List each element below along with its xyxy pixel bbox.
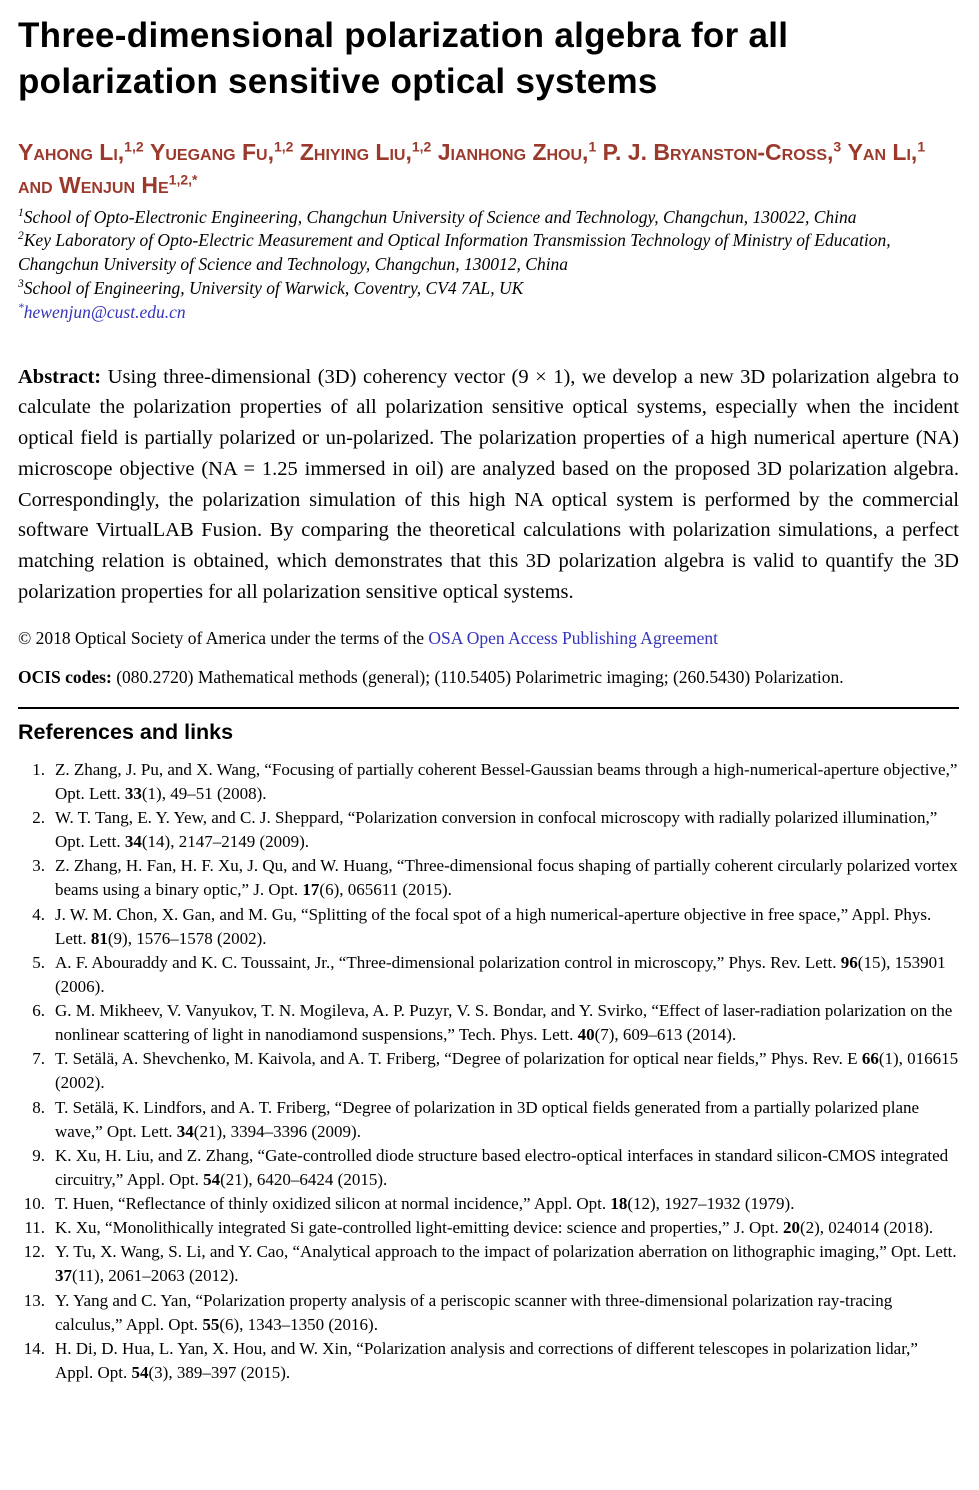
reference-text-post: (21), 3394–3396 (2009). — [193, 1121, 361, 1141]
reference-number: 12. — [23, 1242, 45, 1262]
reference-volume: 20 — [782, 1218, 800, 1238]
paper-title: Three-dimensional polarization algebra for all polarization sensitive optical systems — [18, 16, 789, 102]
reference-text-pre: A. F. Abouraddy and K. C. Toussaint, Jr., “Three-dimensional polarization control in microscopy,” Phys. Rev. Lett. — [55, 952, 841, 972]
affiliation-superscript: 2 — [18, 230, 24, 243]
author-name: Yan Li, — [847, 139, 918, 166]
reference-number: 11. — [24, 1218, 45, 1238]
email-link[interactable]: hewenjun@cust.edu.cn — [23, 301, 186, 322]
reference-text-pre: T. Huen, “Reflectance of thinly oxidized silicon at normal incidence,” Appl. Opt. — [55, 1194, 611, 1214]
affiliation-list — [18, 206, 959, 301]
reference-text-pre: K. Xu, H. Liu, and Z. Zhang, “Gate-controlled diode structure based electro-optical interfaces in standard silicon-CMOS integrated circuitry,” Appl. Opt. — [55, 1145, 949, 1189]
author-superscript: 1,2 — [273, 138, 294, 155]
reference-text-post: (15), 153901 (2006). — [55, 952, 946, 996]
author-name: Jianhong Zhou, — [437, 139, 589, 166]
reference-text-pre: H. Di, D. Hua, L. Yan, X. Hou, and W. Xin, “Polarization analysis and corrections of different telescopes in polarization lidar,” Appl. Opt. — [55, 1338, 918, 1382]
reference-volume: 66 — [861, 1049, 879, 1069]
affiliation-text: School of Opto-Electronic Engineering, Changchun University of Science and Technology, Changchun, 130022, China — [23, 206, 857, 227]
reference-text-pre: Z. Zhang, H. Fan, H. F. Xu, J. Qu, and W. Huang, “Three-dimensional focus shaping of partially coherent circularly polarized vortex beams using a binary optic,” J. Opt. — [55, 856, 958, 900]
reference-item — [18, 1192, 959, 1216]
reference-number: 14. — [23, 1338, 45, 1358]
reference-text-post: (14), 2147–2149 (2009). — [141, 832, 310, 852]
reference-number: 4. — [32, 904, 45, 924]
reference-item — [18, 854, 959, 902]
reference-number: 1. — [32, 759, 45, 779]
reference-volume: 40 — [577, 1025, 595, 1045]
email-superscript: * — [18, 302, 24, 315]
reference-item — [18, 1096, 959, 1144]
reference-text-post: (9), 1576–1578 (2002). — [107, 928, 267, 948]
reference-item — [18, 1337, 959, 1385]
reference-volume: 37 — [55, 1266, 72, 1286]
reference-text-post: (1), 49–51 (2008). — [141, 783, 267, 803]
reference-text-post: (11), 2061–2063 (2012). — [72, 1266, 239, 1286]
reference-text-pre: T. Setälä, A. Shevchenko, M. Kaivola, and A. T. Friberg, “Degree of polarization for optical near fields,” Phys. Rev. E — [55, 1049, 862, 1069]
reference-list — [18, 758, 959, 1385]
author-superscript: 1 — [588, 138, 597, 155]
reference-number: 7. — [32, 1049, 45, 1069]
references-heading: References and links — [18, 719, 234, 744]
abstract-text: Using three-dimensional (3D) coherency vector (9 × 1), we develop a new 3D polarization algebra to calculate the polarization properties of all polarization sensitive optical systems, especially when the incident optical field is partially polarized or un-polarized. The polarization properties of a high numerical aperture (NA) microscope objective (NA = 1.25 immersed in oil) are analyzed based on the proposed 3D polarization algebra. Correspondingly, the polarization simulation of this high NA optical system is performed by the commercial software VirtualLAB Fusion. By comparing the theoretical calculations with polarization simulations, a perfect matching relation is obtained, which demonstrates that this 3D polarization algebra is valid to quantify the 3D polarization properties for all polarization sensitive optical systems. — [18, 365, 960, 603]
affiliation-superscript: 1 — [18, 206, 24, 219]
author-name: P. J. Bryanston-Cross, — [602, 139, 834, 166]
author-superscript: 1,2,* — [168, 171, 198, 188]
reference-volume: 96 — [840, 952, 858, 972]
osa-agreement-link[interactable]: OSA Open Access Publishing Agreement — [428, 627, 719, 648]
affiliation — [18, 277, 959, 301]
reference-text-post: (6), 1343–1350 (2016). — [219, 1314, 378, 1334]
email-line — [18, 301, 959, 325]
reference-item — [18, 1289, 959, 1337]
affiliation-text: Key Laboratory of Opto-Electric Measurement and Optical Information Transmission Technology of Ministry of Education, Changchun University of Science and Technology, Changchun, 130012, China — [18, 230, 891, 275]
reference-item — [18, 758, 959, 806]
reference-number: 5. — [32, 952, 45, 972]
copyright-line — [18, 627, 959, 651]
reference-item — [18, 1240, 959, 1288]
reference-item — [18, 951, 959, 999]
reference-number: 2. — [32, 808, 45, 828]
reference-text-pre: Z. Zhang, J. Pu, and X. Wang, “Focusing of partially coherent Bessel-Gaussian beams through a high-numerical-aperture objective,” Opt. Lett. — [55, 759, 958, 803]
ocis-text: (080.2720) Mathematical methods (general); (110.5405) Polarimetric imaging; (260.5430) Polarization. — [116, 667, 844, 688]
reference-text-post: (7), 609–613 (2014). — [594, 1025, 737, 1045]
author-name: Zhiying Liu, — [299, 139, 412, 166]
reference-text-post: (2), 024014 (2018). — [799, 1218, 934, 1238]
reference-volume: 81 — [90, 928, 108, 948]
reference-text-post: (12), 1927–1932 (1979). — [627, 1194, 795, 1214]
affiliation — [18, 206, 959, 230]
reference-item — [18, 999, 959, 1047]
reference-volume: 54 — [203, 1169, 221, 1189]
reference-volume: 34 — [176, 1121, 194, 1141]
reference-item — [18, 1047, 959, 1095]
reference-volume: 18 — [610, 1194, 628, 1214]
reference-text-pre: K. Xu, “Monolithically integrated Si gate-controlled light-emitting device: science and properties,” J. Opt. — [55, 1218, 783, 1238]
copyright-text: © 2018 Optical Society of America under the terms of the — [18, 627, 429, 648]
author-superscript: 1,2 — [124, 138, 144, 155]
reference-volume: 17 — [302, 880, 320, 900]
reference-volume: 33 — [124, 783, 142, 803]
reference-number: 3. — [32, 856, 45, 876]
author-name: Yuegang Fu, — [150, 139, 274, 166]
reference-text-pre: G. M. Mikheev, V. Vanyukov, T. N. Mogileva, A. P. Puzyr, V. S. Bondar, and Y. Svirko, “Effect of laser-radiation polarization on the nonlinear scattering of light in nanodiamond suspensions,” Tech. Phys. Lett. — [55, 1001, 953, 1045]
reference-item — [18, 806, 959, 854]
ocis-label: OCIS codes: — [18, 667, 112, 688]
author-superscript: 3 — [833, 138, 842, 155]
ocis-codes — [18, 665, 959, 690]
reference-text-post: (21), 6420–6424 (2015). — [220, 1169, 388, 1189]
reference-volume: 54 — [131, 1362, 149, 1382]
author-name: and Wenjun He — [18, 172, 169, 199]
reference-text-pre: Y. Yang and C. Yan, “Polarization property analysis of a periscopic scanner with three-dimensional polarization ray-tracing calculus,” Appl. Opt. — [55, 1290, 893, 1334]
reference-item — [18, 1144, 959, 1192]
reference-text-post: (6), 065611 (2015). — [319, 880, 452, 900]
reference-text-pre: J. W. M. Chon, X. Gan, and M. Gu, “Splitting of the focal spot of a high numerical-aperture objective in free space,” Appl. Phys. Lett. — [55, 904, 932, 948]
reference-number: 10. — [23, 1194, 45, 1214]
reference-item — [18, 903, 959, 951]
reference-number: 6. — [32, 1001, 45, 1021]
reference-text-pre: T. Setälä, K. Lindfors, and A. T. Friberg, “Degree of polarization in 3D optical fields generated from a partially polarized plane wave,” Opt. Lett. — [55, 1097, 920, 1141]
reference-text-pre: W. T. Tang, E. Y. Yew, and C. J. Sheppard, “Polarization conversion in confocal microscopy with radially polarized illumination,” Opt. Lett. — [55, 808, 938, 852]
affiliation-text: School of Engineering, University of Warwick, Coventry, CV4 7AL, UK — [23, 278, 524, 299]
reference-number: 9. — [32, 1145, 45, 1165]
author-superscript: 1 — [917, 138, 926, 155]
reference-volume: 55 — [202, 1314, 220, 1334]
reference-text-post: (3), 389–397 (2015). — [148, 1362, 291, 1382]
author-line — [18, 136, 959, 201]
reference-number: 13. — [23, 1290, 45, 1310]
reference-number: 8. — [32, 1097, 45, 1117]
affiliation — [18, 229, 959, 277]
author-name: Yahong Li, — [18, 139, 125, 166]
abstract-label: Abstract: — [18, 365, 102, 388]
reference-text-post: (1), 016615 (2002). — [55, 1049, 959, 1093]
reference-text-pre: Y. Tu, X. Wang, S. Li, and Y. Cao, “Analytical approach to the impact of polarization aberration on lithographic imaging,” Opt. Lett. — [55, 1242, 957, 1262]
author-superscript: 1,2 — [411, 138, 432, 155]
reference-volume: 34 — [124, 832, 142, 852]
reference-item — [18, 1216, 959, 1240]
affiliation-superscript: 3 — [18, 278, 24, 291]
section-divider — [18, 707, 959, 709]
abstract-paragraph — [18, 362, 959, 608]
